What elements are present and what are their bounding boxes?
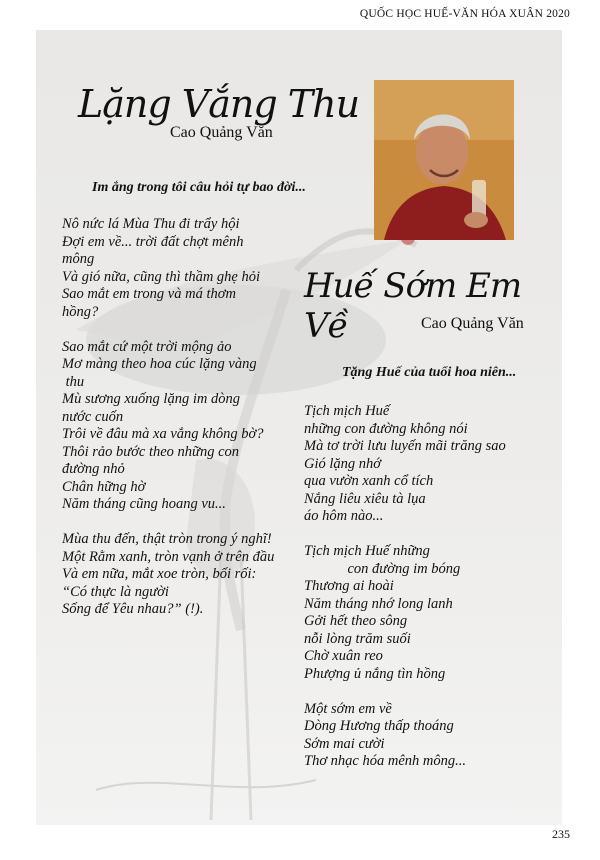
poem-line: Một Rằm xanh, tròn vạnh ở trên đầu (62, 548, 275, 565)
poem-line: con đường im bóng (304, 560, 461, 577)
poem-line: Thơ nhạc hóa mênh mông... (304, 753, 466, 769)
poem-line: Nắng liêu xiêu tà lụa (304, 490, 426, 507)
poem2-dedication: Tặng Huế của tuổi hoa niên... (342, 365, 517, 380)
poem-line: Mơ màng theo hoa cúc lặng vàng (62, 356, 257, 372)
poem-line: Sống để Yêu nhau?” (!). (62, 601, 204, 617)
poem-line: Mùa thu đến, thật tròn trong ý nghĩ! (62, 531, 272, 547)
poem-line: “Có thực là người (62, 583, 169, 600)
poem-line: Năm tháng cũng hoang vu... (62, 496, 226, 512)
poem-line (62, 514, 274, 532)
poem-line: Tịch mịch Huế những (304, 543, 430, 559)
poem2-body (304, 403, 506, 771)
poem-line: những con đường không nói (304, 420, 468, 437)
poem-line: Dòng Hương thấp thoáng (304, 718, 454, 734)
poem1-title: Lặng Vắng Thu (78, 82, 360, 126)
page-background (36, 30, 562, 825)
poem2-author: Cao Quảng Văn (421, 315, 524, 332)
poem-line: hồng? (62, 303, 99, 320)
poem2-title: Huế Sớm Em Về (304, 266, 522, 346)
page-number: 235 (552, 827, 570, 841)
poem-line: đường nhỏ (62, 461, 125, 477)
poem-line: Nô nức lá Mùa Thu đi trẩy hội (62, 216, 240, 232)
poem-line: Gởi hết theo sông (304, 613, 408, 629)
poem-line: Và em nữa, mắt xoe tròn, bối rối: (62, 566, 257, 582)
poem-line: Chân hững hờ (62, 478, 146, 495)
magazine-header: QUỐC HỌC HUẾ-VĂN HÓA XUÂN 2020 (359, 8, 570, 20)
poem-line (304, 526, 506, 544)
poem-line: qua vườn xanh cổ tích (304, 473, 434, 489)
poem-line: Và gió nữa, cũng thì thầm ghẹ hỏi (62, 268, 261, 285)
portrait-image (374, 80, 514, 240)
poem-line: Năm tháng nhớ long lanh (304, 595, 453, 612)
poem-line: Sao mắt em trong và má thơm (62, 286, 236, 302)
poem1-body (62, 216, 274, 619)
poem-line: Mà tơ trời lưu luyến mãi trăng sao (304, 438, 506, 454)
author-photo (374, 80, 514, 240)
poem-line (62, 321, 274, 339)
poem-line: nước cuốn (62, 408, 124, 425)
poem-line: mông (62, 251, 95, 267)
poem-line: Trôi về đâu mà xa vắng không bờ? (62, 426, 264, 442)
poem-line: Đợi em về... trời đất chợt mênh (62, 233, 244, 250)
poem-line: Thôi rảo bước theo những con (62, 443, 240, 460)
poem-line: Phượng ủ nắng tìn hồng (304, 665, 446, 682)
poem1-author: Cao Quảng Văn (170, 124, 273, 141)
poem-line: Thương ai hoài (304, 578, 394, 594)
poem-line: Sớm mai cười (304, 735, 385, 752)
poem-line: Sao mắt cứ một trời mộng ảo (62, 338, 232, 355)
poem1-epigraph: Im ắng trong tôi câu hỏi tự bao đời... (92, 180, 306, 195)
poem-line: Mù sương xuống lặng im dòng (62, 391, 240, 407)
poem-line: Tịch mịch Huế (304, 403, 390, 419)
poem-line: Một sớm em về (304, 700, 392, 717)
poem-line: Chờ xuân reo (304, 648, 383, 664)
poem-line: áo hôm nào... (304, 508, 384, 524)
poem-line: Gió lặng nhớ (304, 455, 382, 472)
poem-line: thu (62, 373, 85, 390)
poem-line: nỗi lòng trăm suối (304, 630, 411, 647)
poem-line (304, 683, 506, 701)
